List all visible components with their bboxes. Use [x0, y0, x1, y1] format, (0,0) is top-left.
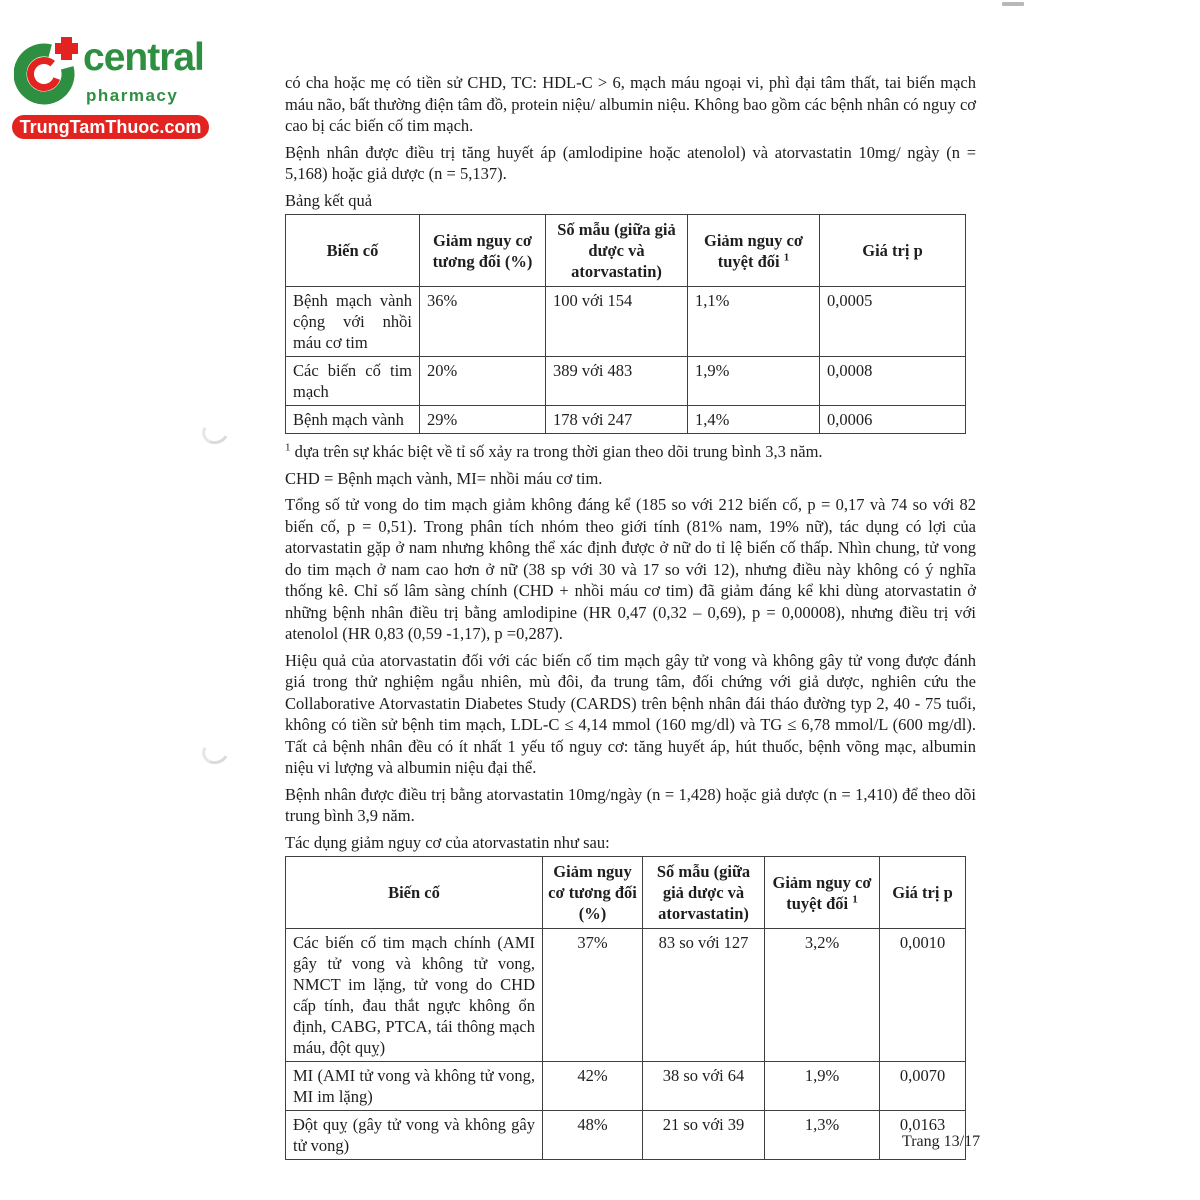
table-cell: 178 với 247 [546, 406, 688, 434]
table1-label: Bảng kết quả [285, 190, 373, 210]
table-cell: Các biến cố tim mạch [286, 357, 420, 406]
results-table-cards [285, 856, 966, 1160]
table-cell: 0,0006 [820, 406, 966, 434]
table-footnote: $^1$ dựa trên sự khác biệt về tỉ số xảy ra trong thời gian theo dõi trung bình 3,3 năm. [285, 441, 823, 461]
table-row [286, 287, 966, 357]
table-cell: 83 so với 127 [643, 929, 765, 1062]
scan-artifact-crescent [199, 416, 232, 447]
brand-tagline: pharmacy [86, 86, 179, 105]
table-header-cell: Giảm nguy cơ tương đối (%) [543, 857, 643, 929]
table-row [286, 1111, 966, 1160]
table-header-row [286, 215, 966, 287]
table-cell: 36% [420, 287, 546, 357]
table2-label: Tác dụng giảm nguy cơ của atorvastatin như sau: [285, 832, 610, 852]
scan-artifact-crescent [199, 736, 232, 767]
table-cell: 389 với 483 [546, 357, 688, 406]
table-cell: 0,0070 [880, 1062, 966, 1111]
table-row [286, 406, 966, 434]
table-cell: 37% [543, 929, 643, 1062]
paragraph-mortality-results: Tổng số tử vong do tim mạch giảm không đáng kể (185 so với 212 biến cố, p = 0,17 và 74 so với 82 biến cố, p = 0,51). Trong phân tích nhóm theo giới tính (81% nam, 19% nữ), tác dụng có lợi của atorvastatin gặp ở nam nhưng không thể xác định được ở nữ do tỉ lệ biến cố thấp. Nhìn chung, tử vong do tim mạch ở nam cao hơn ở nữ (38 sp với 30 và 17 so với 12), nhưng điều này không có ý nghĩa thống kê. Chỉ số lâm sàng chính (CHD + nhồi máu cơ tim) đã giảm đáng kể khi dùng atorvastatin ở những bệnh nhân điều trị bằng amlodipine (HR 0,47 (0,32 – 0,69), p = 0,00008), nhưng điều trị với atenolol (HR 0,83 (0,59 -1,17), p =0,287). [285, 495, 976, 643]
table-cell: MI (AMI tử vong và không tử vong, MI im lặng) [286, 1062, 543, 1111]
table-header-row [286, 857, 966, 929]
table-row [286, 357, 966, 406]
table-cell: 38 so với 64 [643, 1062, 765, 1111]
abbreviation-note: CHD = Bệnh mạch vành, MI= nhồi máu cơ tim. [285, 468, 603, 488]
paragraph-family-history: có cha hoặc mẹ có tiền sử CHD, TC: HDL-C > 6, mạch máu ngoại vi, phì đại tâm thất, tai biến mạch máu não, bất thường điện tâm đồ, protein niệu/ albumin niệu. Không bao gồm các bệnh nhân có nguy cơ cao bị các biến cố tim mạch. [285, 73, 976, 135]
table-row [286, 1062, 966, 1111]
scan-artifact-dash [1002, 2, 1024, 6]
table-header-cell: Giảm nguy cơ tuyệt đối $^1$ [765, 857, 880, 929]
table-cell: Bệnh mạch vành cộng với nhồi máu cơ tim [286, 287, 420, 357]
pharmacy-cross-icon [14, 36, 82, 108]
table-header-cell: Giá trị p [880, 857, 966, 929]
table-cell: Bệnh mạch vành [286, 406, 420, 434]
table-cell: 0,0010 [880, 929, 966, 1062]
table-header-cell: Giá trị p [820, 215, 966, 287]
table-cell: 0,0008 [820, 357, 966, 406]
table-row [286, 929, 966, 1062]
table-cell: 0,0163 [880, 1111, 966, 1160]
table-cell: 21 so với 39 [643, 1111, 765, 1160]
table-cell: 48% [543, 1111, 643, 1160]
table-cell: 29% [420, 406, 546, 434]
table-cell: 1,9% [765, 1062, 880, 1111]
table-header-cell: Biến cố [286, 857, 543, 929]
table-cell: Đột quỵ (gây tử vong và không gây tử vong) [286, 1111, 543, 1160]
brand-logo [12, 28, 209, 140]
paragraph-ascot-patients: Bệnh nhân được điều trị tăng huyết áp (amlodipine hoặc atenolol) và atorvastatin 10mg/ ngày (n = 5,168) hoặc giả dược (n = 5,137). [285, 142, 976, 183]
table-cell: 1,4% [688, 406, 820, 434]
table-header-cell: Biến cố [286, 215, 420, 287]
page-number: Trang 13/17 [902, 1133, 981, 1150]
table-cell: 1,1% [688, 287, 820, 357]
document-body [285, 72, 976, 1167]
table-cell: 0,0005 [820, 287, 966, 357]
paragraph-cards-patients: Bệnh nhân được điều trị bằng atorvastatin 10mg/ngày (n = 1,428) hoặc giả dược (n = 1,410) để theo dõi trung bình 3,9 năm. [285, 784, 976, 825]
table-cell: 20% [420, 357, 546, 406]
table-header-cell: Giảm nguy cơ tuyệt đối $^1$ [688, 215, 820, 287]
table-cell: 42% [543, 1062, 643, 1111]
table-cell: 1,3% [765, 1111, 880, 1160]
table-header-cell: Số mẫu (giữa giả dược và atorvastatin) [546, 215, 688, 287]
table-cell: 1,9% [688, 357, 820, 406]
table-header-cell: Số mẫu (giữa giả dược và atorvastatin) [643, 857, 765, 929]
table-cell: Các biến cố tim mạch chính (AMI gây tử vong và không tử vong, NMCT im lặng, tử vong do CHD cấp tính, đau thắt ngực không ổn định, CABG, PTCA, tái thông mạch máu, đột quỵ) [286, 929, 543, 1062]
paragraph-cards-study: Hiệu quả của atorvastatin đối với các biến cố tim mạch gây tử vong và không gây tử vong được đánh giá trong thử nghiệm ngẫu nhiên, mù đôi, đa trung tâm, đối chứng với giả dược, nghiên cứu the Collaborative Atorvastatin Diabetes Study (CARDS) trên bệnh nhân đái tháo đường typ 2, 40 - 75 tuổi, không có tiền sử bệnh tim mạch, LDL-C ≤ 4,14 mmol (160 mg/dl) và TG ≤ 6,78 mmol/L (600 mg/dl). Tất cả bệnh nhân đều có ít nhất 1 yếu tố nguy cơ: tăng huyết áp, hút thuốc, bệnh võng mạc, albumin niệu vi lượng và albumin niệu đại thể. [285, 650, 976, 777]
table-header-cell: Giảm nguy cơ tương đối (%) [420, 215, 546, 287]
results-table-ascot [285, 214, 966, 434]
table-cell: 100 với 154 [546, 287, 688, 357]
website-banner: TrungTamThuoc.com [12, 115, 209, 139]
table-cell: 3,2% [765, 929, 880, 1062]
brand-name: central [83, 36, 204, 79]
